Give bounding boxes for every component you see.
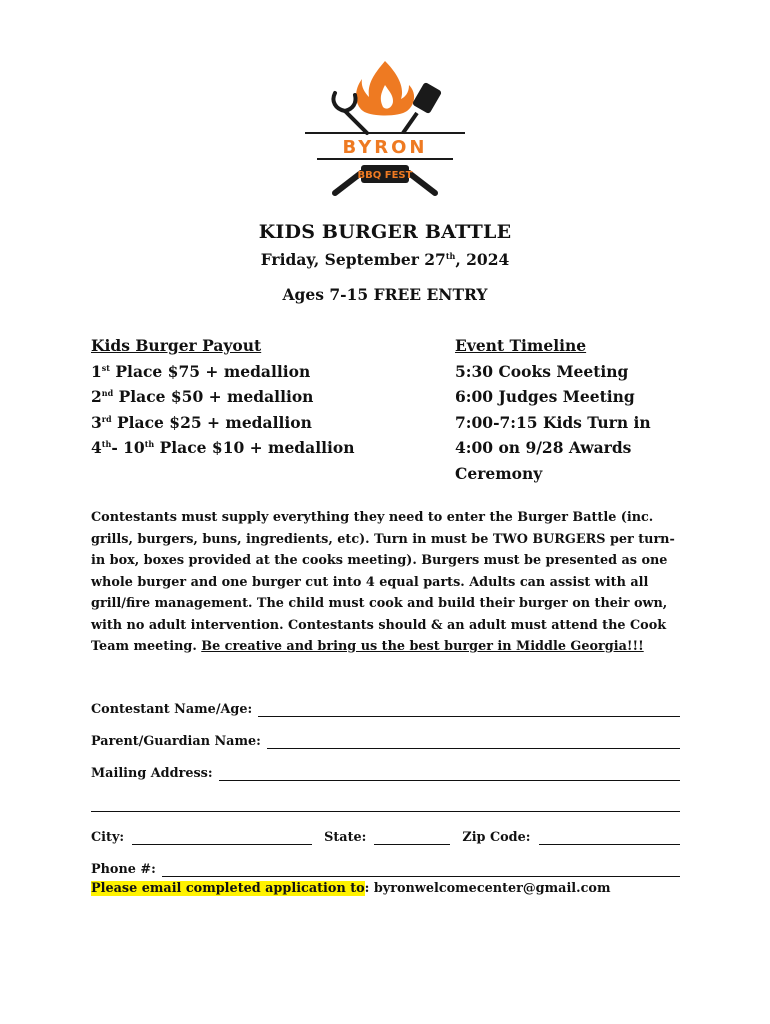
state-field[interactable] [374, 832, 450, 845]
phone-field[interactable]: Phone #: [91, 862, 680, 877]
zip-field[interactable] [539, 832, 681, 845]
payout-item: 2nd Place $50 + medallion [91, 387, 314, 406]
contestant-name-field[interactable]: Contestant Name/Age: [91, 702, 680, 717]
rules-emphasis: Be creative and bring us the best burger in Middle Georgia!!! [201, 639, 644, 654]
payout-item: 1st Place $75 + medallion [91, 361, 311, 381]
rules-paragraph: Contestants must supply everything they need to enter the Burger Battle (inc. grills, burgers, buns, ingredients, etc). Turn in must be TWO BURGERS per turn-in box, boxes provided at the cooks meeting). Burgers must be presented as one whole burger and one burger cut into 4 equal parts. Adults can assist with all grill/fire management. The child must cook and build their burger on their own, with no adult intervention. Contestants should & an adult must attend the Cook Team meeting. Be creative and bring us the best burger in Middle Georgia!!! [91, 510, 675, 654]
timeline-item: 4:00 on 9/28 Awards [455, 438, 632, 457]
email-address[interactable]: : byronwelcomecenter@gmail.com [364, 881, 611, 896]
payout-section [91, 333, 421, 461]
zip-label: Zip Code: [462, 830, 531, 845]
email-highlight: Please email completed application to [91, 881, 365, 896]
logo-sub: BBQ FEST [357, 170, 413, 181]
state-label: State: [324, 830, 367, 845]
event-date: Friday, September 27th, 2024 [260, 250, 510, 269]
email-instructions [91, 881, 610, 896]
city-state-zip-row [91, 830, 680, 845]
payout-heading: Kids Burger Payout [91, 336, 262, 355]
mailing-address-field[interactable]: Mailing Address: [91, 766, 680, 781]
byron-bbq-fest-logo [305, 55, 465, 205]
guardian-name-field[interactable]: Parent/Guardian Name: [91, 734, 680, 749]
event-ages: Ages 7-15 FREE ENTRY [282, 285, 488, 304]
event-title: KIDS BURGER BATTLE [258, 221, 512, 243]
timeline-section [455, 333, 670, 486]
mailing-address-line-2[interactable] [91, 811, 680, 812]
timeline-item: 6:00 Judges Meeting [455, 387, 635, 406]
city-field[interactable] [132, 832, 312, 845]
city-label: City: [91, 830, 125, 845]
logo-name: BYRON [342, 137, 428, 158]
timeline-item: 7:00-7:15 Kids Turn in [455, 412, 651, 432]
timeline-item: 5:30 Cooks Meeting [455, 361, 629, 381]
payout-item: 4th- 10th Place $10 + medallion [91, 438, 355, 457]
timeline-item: Ceremony [455, 463, 543, 483]
timeline-heading: Event Timeline [455, 336, 587, 355]
payout-item: 3rd Place $25 + medallion [91, 412, 312, 432]
